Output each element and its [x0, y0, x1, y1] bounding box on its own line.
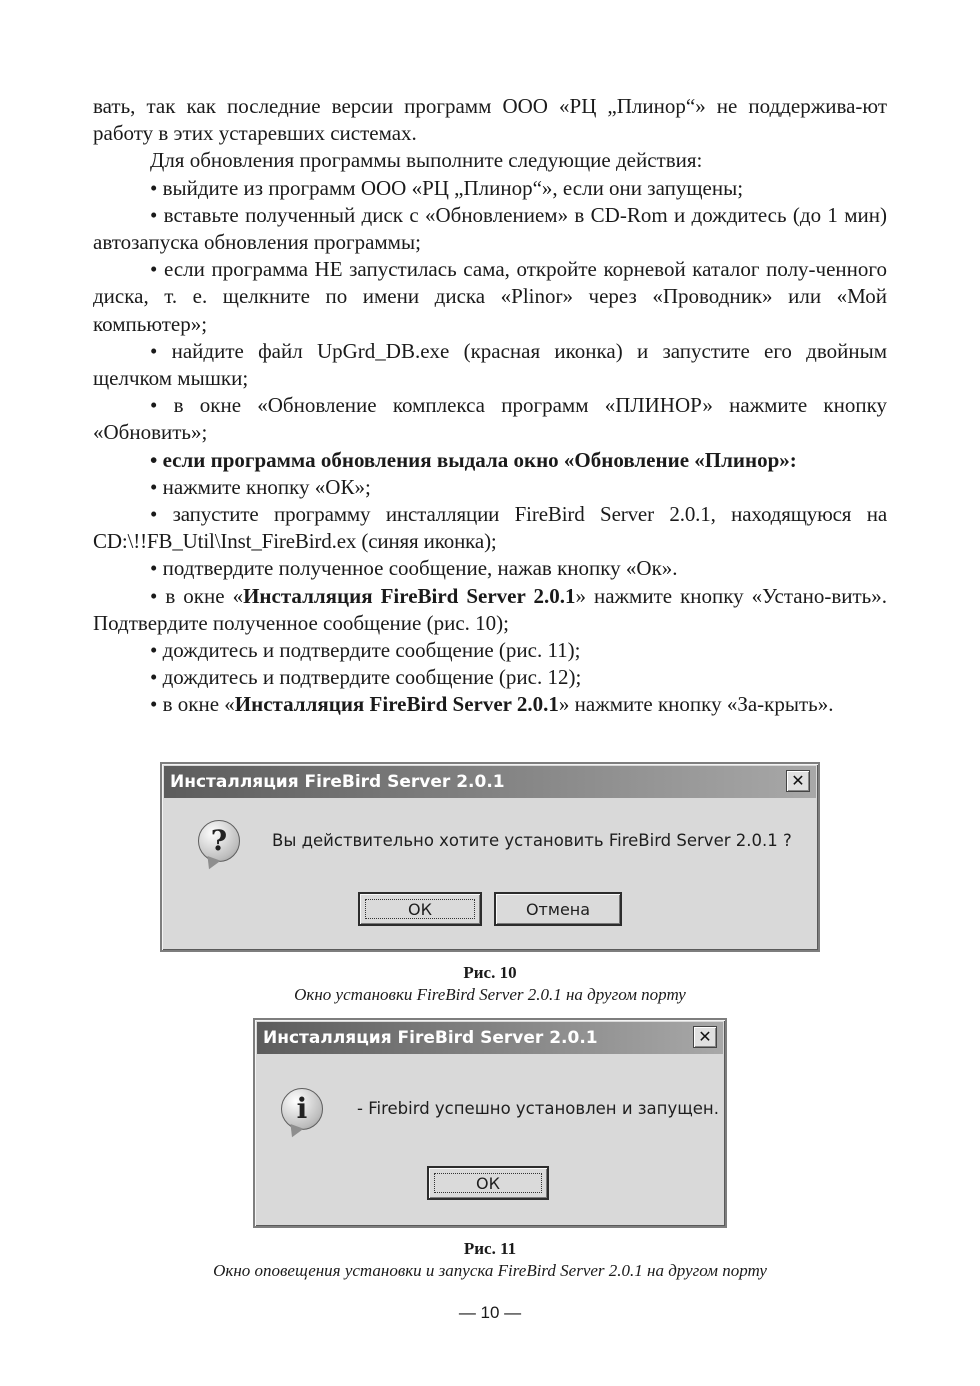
- paragraph: вать, так как последние версии программ ООО «РЦ „Плинор“» не поддержива-ют работу в этих устаревших системах.: [93, 94, 887, 146]
- install-info-dialog: [253, 1018, 727, 1228]
- page-number: — 10 —: [458, 1303, 522, 1322]
- text-run: • в окне «: [150, 583, 244, 608]
- dialog-title: Инсталляция FireBird Server 2.0.1: [257, 1022, 723, 1054]
- bullet-item: • выйдите из программ ООО «РЦ „Плинор“», если они запущены;: [150, 175, 744, 200]
- bullet-item: • запустите программу инсталляции FireBird Server 2.0.1, находящуюся на CD:\!!FB_Util\Inst_FireBird.ex (синяя иконка);: [93, 502, 887, 554]
- question-icon: ?: [198, 820, 240, 862]
- bullet-item: • подтвердите полученное сообщение, нажав кнопку «Ок».: [150, 556, 678, 581]
- dialog-title: Инсталляция FireBird Server 2.0.1: [164, 766, 816, 798]
- info-icon: i: [281, 1088, 323, 1130]
- ok-button[interactable]: ОК: [358, 892, 482, 926]
- bullet-item: • нажмите кнопку «ОК»;: [150, 474, 371, 499]
- ok-button[interactable]: ОК: [427, 1166, 549, 1200]
- close-icon[interactable]: ✕: [693, 1026, 717, 1048]
- dialog-message: Вы действительно хотите установить FireBird Server 2.0.1 ?: [272, 831, 792, 850]
- bullet-item: • если программа НЕ запустилась сама, откройте корневой каталог полу-ченного диска, т. е. щелкните по имени диска «Plinor» через «Проводник» или «Мой компьютер»;: [93, 257, 887, 336]
- bullet-item: • найдите файл UpGrd_DB.exe (красная иконка) и запустите его двойным щелчком мышки;: [93, 338, 887, 391]
- bullet-item: • вставьте полученный диск с «Обновлением» в CD-Rom и дождитесь (до 1 мин) автозапуска обновления программы;: [93, 202, 887, 255]
- figure-caption: [0, 962, 980, 1006]
- caption-description: Окно установки FireBird Server 2.0.1 на другом порту: [294, 985, 686, 1004]
- caption-number: Рис. 10: [463, 963, 517, 982]
- bullet-item: • дождитесь и подтвердите сообщение (рис. 12);: [150, 665, 582, 690]
- text-run: » нажмите кнопку «За-крыть».: [558, 692, 834, 717]
- bullet-item: [93, 583, 887, 637]
- body-text: [93, 93, 887, 719]
- close-icon[interactable]: ✕: [786, 770, 810, 792]
- cancel-button[interactable]: Отмена: [494, 892, 622, 926]
- paragraph: Для обновления программы выполните следующие действия:: [150, 148, 703, 173]
- caption-number: Рис. 11: [463, 1239, 517, 1258]
- text-run-bold: Инсталляция FireBird Server 2.0.1: [234, 692, 559, 717]
- bullet-item: [93, 691, 887, 718]
- install-confirm-dialog: [160, 762, 820, 952]
- text-run: • в окне «: [150, 692, 235, 717]
- text-run: » нажмите кнопку «Устано-вить». Подтвердите полученное сообщение (рис. 10);: [93, 583, 887, 635]
- bullet-item-bold: • если программа обновления выдала окно «Обновление «Плинор»:: [150, 447, 797, 472]
- bullet-item: • в окне «Обновление комплекса программ «ПЛИНОР» нажмите кнопку «Обновить»;: [93, 393, 887, 445]
- text-run-bold: Инсталляция FireBird Server 2.0.1: [243, 583, 576, 608]
- figure-caption: [0, 1238, 980, 1282]
- dialog-message: - Firebird успешно установлен и запущен.: [357, 1099, 719, 1118]
- caption-description: Окно оповещения установки и запуска FireBird Server 2.0.1 на другом порту: [213, 1261, 767, 1280]
- bullet-item: • дождитесь и подтвердите сообщение (рис. 11);: [150, 638, 581, 663]
